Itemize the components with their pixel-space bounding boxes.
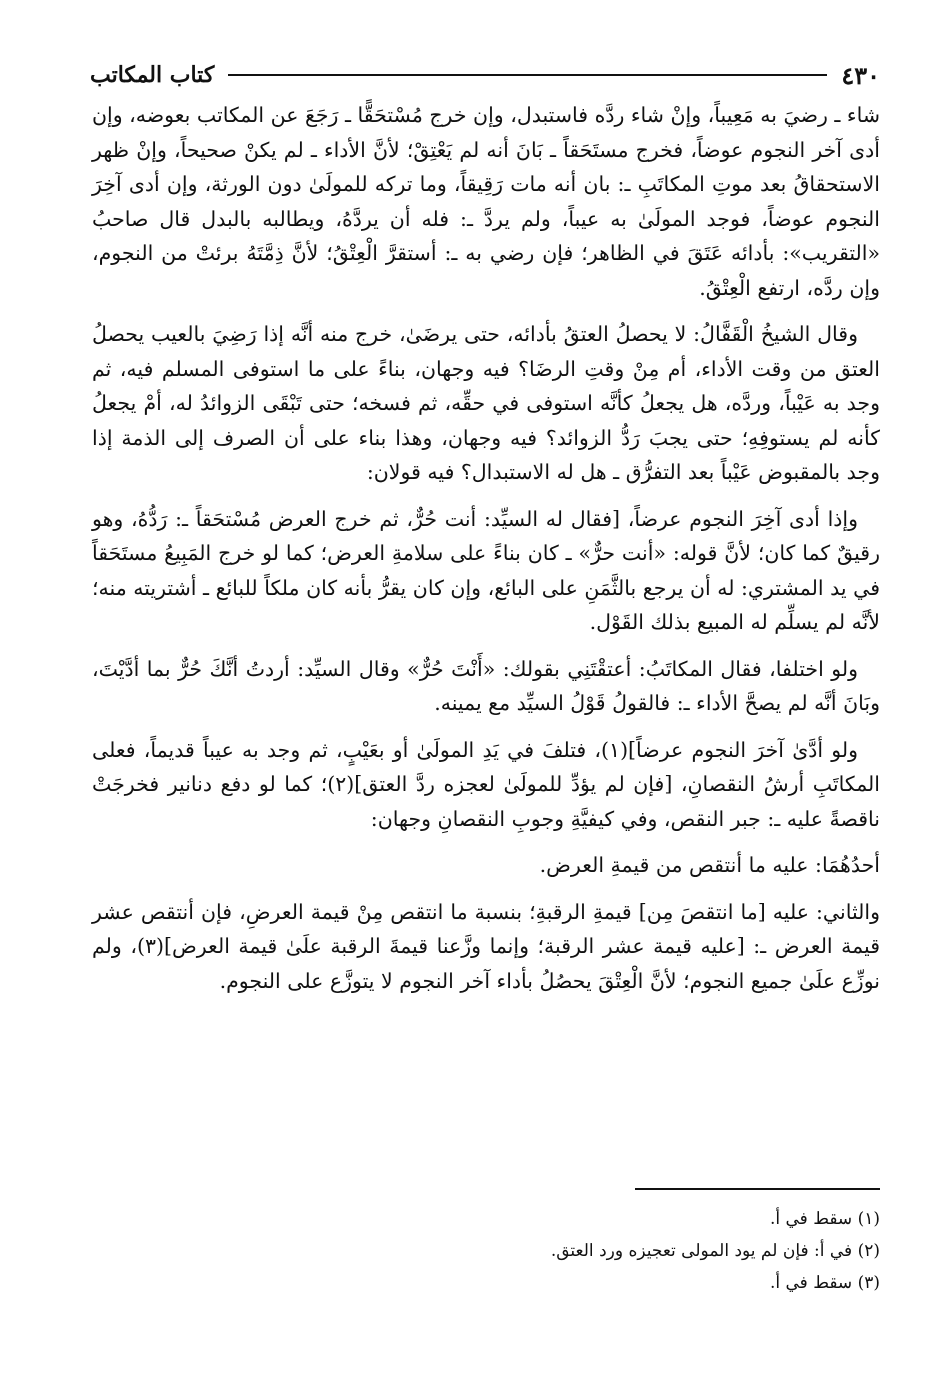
- paragraph: شاء ـ رضيَ به مَعِيباً، وإنْ شاء ردَّه فاستبدل، وإن خرج مُسْتحَقًّا ـ رَجَعَ عن المكاتب بعوضه، وإن أدى آخر النجوم عوضاً، فخرج مستَحَقاً ـ بَانَ أنه لم يَعْتِقْ؛ لأنَّ الأداء ـ لم يكنْ صحيحاً، وإنْ ظهر الاستحقاقُ بعد موتِ المكاتَبِ ـ: بان أنه مات رَقِيقاً، وما تركه للمولَىٰ دون الورثة، وإن أدى آخِرَ النجوم عوضاً، فوجد المولَىٰ به عيباً، ولم يردَّ ـ: فله أن يردَّهُ، ويطالبه بالبدل قال صاحبُ «التقريب»: بأدائه عَتَقَ في الظاهر؛ فإن رضي به ـ: أستقرَّ الْعِتْقُ؛ لأنَّ ذِمَّتَهُ برئتْ من النجوم، وإن ردَّه، ارتفع الْعِتْقُ.: [92, 103, 880, 300]
- paragraph: ولو اختلفا، فقال المكاتَبُ: أعتقْتَنِي بقولك: «أَنْتَ حُرٌّ» وقال السيِّد: أردتُ أنَّكَ حُرٌّ بما أدَّيْتَ، وبَانَ أنَّه لم يصحَّ الأداء ـ: فالقولُ قَوْلُ السيِّد مع يمينه.: [92, 656, 880, 715]
- main-text: [92, 98, 880, 1010]
- paragraph: والثاني: عليه [ما انتقصَ مِن] قيمةِ الرقبةِ؛ بنسبة ما انتقص مِنْ قيمة العرضِ، فإن أنتقص عشر قيمة العرض ـ: [عليه قيمة عشر الرقبة؛ وإنما وزَّعنا قيمةَ الرقبة علَىٰ قيمة العرض](٣)، ولم نوزِّع علَىٰ جميع النجوم؛ لأنَّ الْعِتْقَ يحصُلُ بأداء آخر النجوم لا يتوزَّع على النجوم.: [92, 899, 880, 993]
- chapter-title: كتاب المكاتب: [90, 62, 215, 88]
- footnotes: [92, 1203, 880, 1299]
- paragraph: وإذا أدى آخِرَ النجوم عرضاً، [فقال له السيِّد: أنت حُرٌّ، ثم خرج العرض مُسْتحَقاً ـ: رَدُّهُ، وهو رقيقٌ كما كان؛ لأنَّ قوله: «أنت حرٌّ» ـ كان بناءً على سلامةِ العرض؛ كما لو خرج المَبِيعُ مستَحَقاً في يد المشتري: له أن يرجع بالثَّمَنِ على البائع، وإن كان يقرُّ بأنه كان ملكاً للبائع ـ أشتريته منه؛ لأنَّه لم يسلِّم له المبيع بذلك القَوْل.: [92, 506, 880, 634]
- footnote: (٢) في أ: فإن لم يود المولى تعجيزه ورد العتق.: [550, 1241, 880, 1261]
- paragraph: أحدُهُمَا: عليه ما أنتقص من قيمةِ العرض.: [539, 853, 880, 877]
- footnote: (١) سقط في أ.: [769, 1209, 880, 1229]
- paragraph: ولو أدَّىٰ آخرَ النجوم عرضاً](١)، فتلفَ في يَدِ المولَىٰ أو بعَيْبٍ، ثم وجد به عيباً قديماً، فعلى المكاتَبِ أرشُ النقصانِ، [فإن لم يؤدِّ للمولَىٰ لعجزه ردَّ العتق](٢)؛ كما لو دفع دنانير فخرجَتْ ناقصةً عليه ـ: جبر النقص، وفي كيفيَّةِ وجوبِ النقصانِ وجهان:: [92, 737, 880, 831]
- page-number: ٤٣٠: [841, 60, 880, 90]
- footnote-divider: [635, 1188, 880, 1190]
- footnote: (٣) سقط في أ.: [769, 1273, 880, 1293]
- header-rule: [228, 74, 827, 76]
- paragraph: وقال الشيخُ الْقَفَّالُ: لا يحصلُ العتقُ بأدائه، حتى يرضَىٰ، خرج منه أنَّه إذا رَضِيَ بالعيب يحصلُ العتق من وقت الأداء، أم مِنْ وقتِ الرضَا؟ فيه وجهان، بناءً على ما استوفى المسلم فيه، ثم وجد به عَيْباً، وردَّه، هل يجعلُ كأنَّه استوفى في حقِّه، ثم فسخه؛ حتى تَبْقَى الزوائدُ له، أمْ يجعلُ كأنه لم يستوفِهِ؛ حتى يجبَ رَدُّ الزوائد؟ فيه وجهان، وهذا بناء على أن الصرف إلى الذمة إذا وجد بالمقبوض عَيْباً بعد التفرُّق ـ هل له الاستبدال؟ فيه قولان:: [92, 322, 880, 484]
- page-header: [90, 58, 880, 92]
